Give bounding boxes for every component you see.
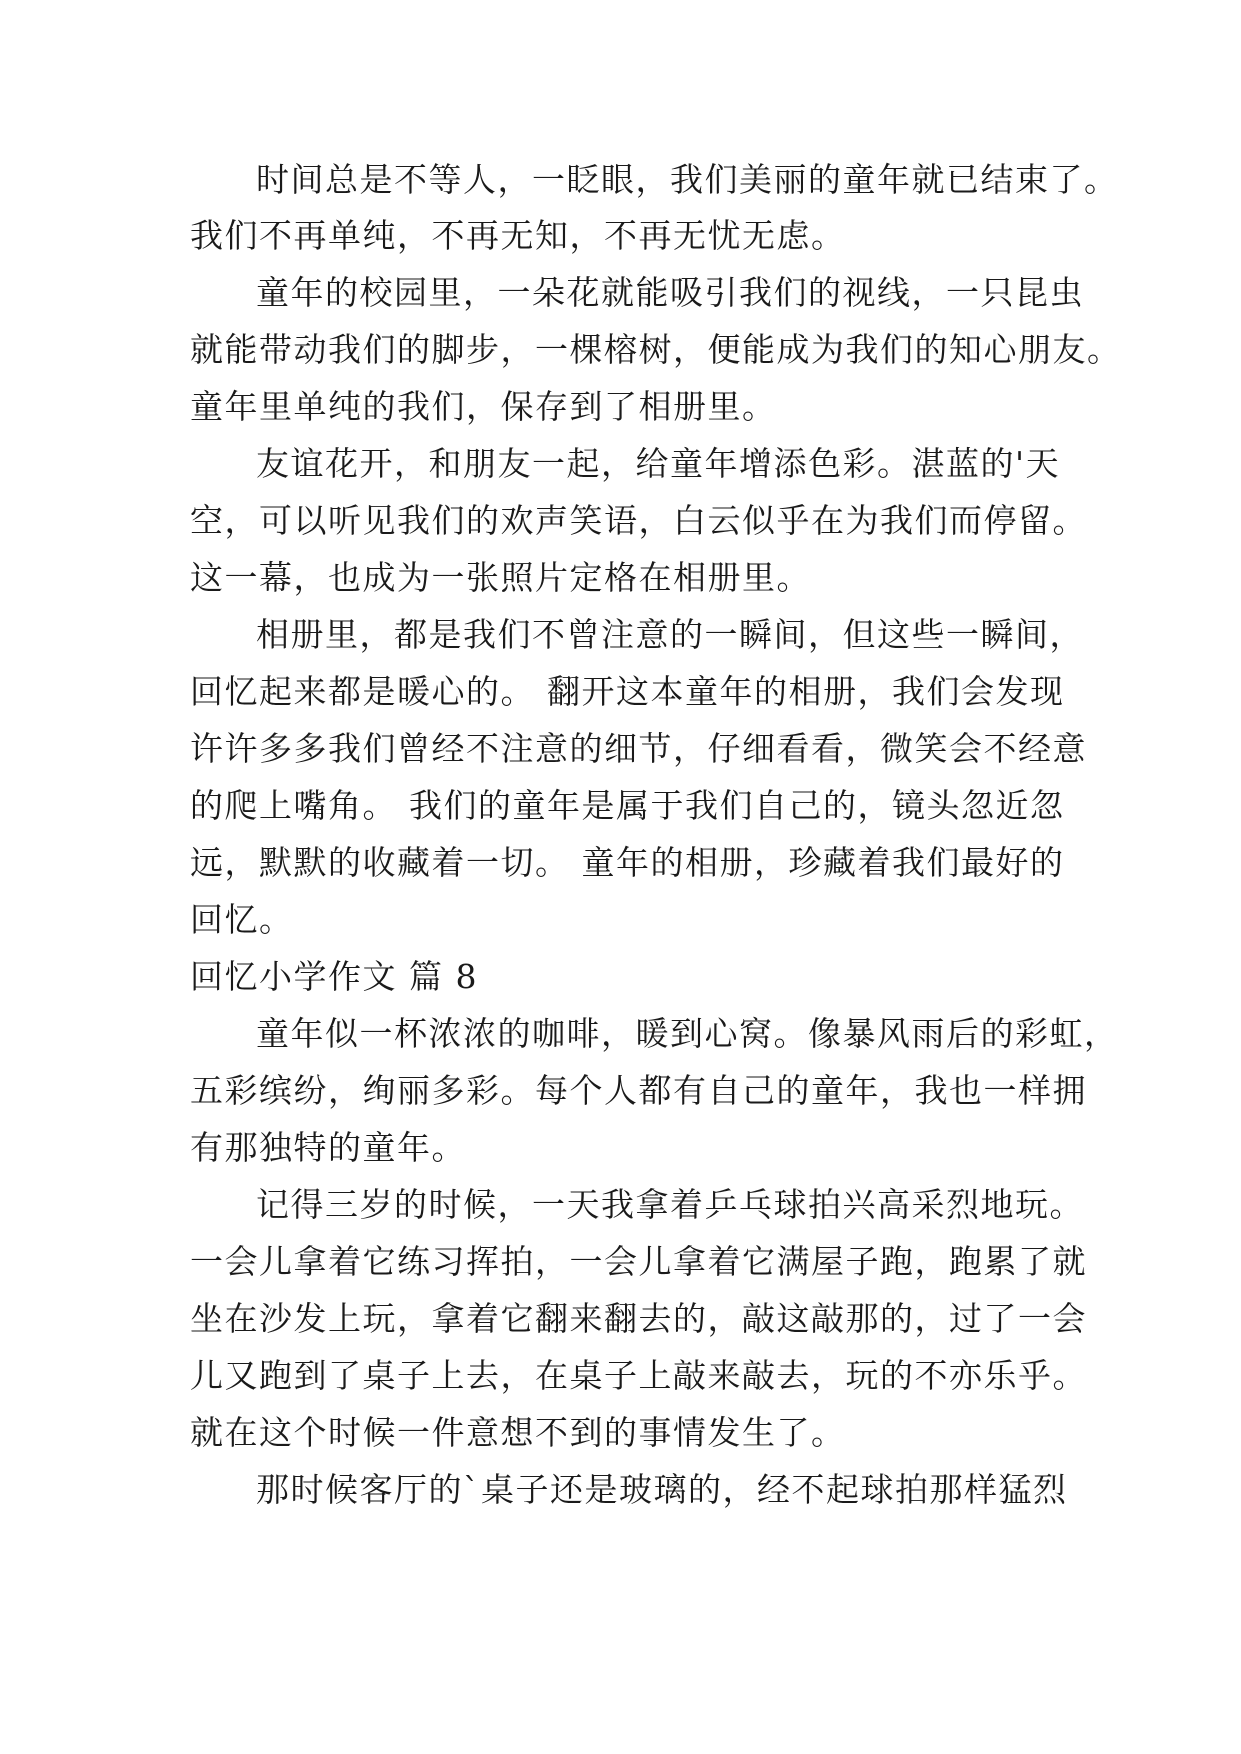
paragraph-line: 友谊花开，和朋友一起，给童年增添色彩。湛蓝的'天 xyxy=(256,444,1061,483)
paragraph-line: 童年的校园里，一朵花就能吸引我们的视线，一只昆虫 xyxy=(256,273,1084,312)
paragraph-line: 远，默默的收藏着一切。 童年的相册，珍藏着我们最好的 xyxy=(190,843,1065,882)
paragraph-line: 我们不再单纯，不再无知，不再无忧无虑。 xyxy=(190,216,846,255)
paragraph-line: 童年似一杯浓浓的咖啡，暖到心窝。像暴风雨后的彩虹， xyxy=(256,1014,1119,1053)
paragraph-line: 童年里单纯的我们，保存到了相册里。 xyxy=(190,387,777,426)
paragraph-line: 一会儿拿着它练习挥拍，一会儿拿着它满屋子跑，跑累了就 xyxy=(190,1242,1087,1281)
paragraph-line: 时间总是不等人，一眨眼，我们美丽的童年就已结束了。 xyxy=(256,160,1119,199)
section-heading: 回忆小学作文 篇 8 xyxy=(190,957,478,996)
paragraph-line: 五彩缤纷，绚丽多彩。每个人都有自己的童年，我也一样拥 xyxy=(190,1071,1087,1110)
paragraph-line: 记得三岁的时候，一天我拿着乒乓球拍兴高采烈地玩。 xyxy=(256,1185,1084,1224)
paragraph-line: 回忆。 xyxy=(190,900,294,939)
paragraph-line: 回忆起来都是暖心的。 翻开这本童年的相册，我们会发现 xyxy=(190,672,1065,711)
paragraph-line: 相册里，都是我们不曾注意的一瞬间，但这些一瞬间， xyxy=(256,615,1084,654)
paragraph-line: 那时候客厅的`桌子还是玻璃的，经不起球拍那样猛烈 xyxy=(256,1470,1068,1509)
paragraph-line: 坐在沙发上玩，拿着它翻来翻去的，敲这敲那的，过了一会 xyxy=(190,1299,1087,1338)
paragraph-line: 就能带动我们的脚步，一棵榕树，便能成为我们的知心朋友。 xyxy=(190,330,1122,369)
paragraph-line: 就在这个时候一件意想不到的事情发生了。 xyxy=(190,1413,846,1452)
paragraph-line: 许许多多我们曾经不注意的细节，仔细看看，微笑会不经意 xyxy=(190,729,1087,768)
paragraph-line: 儿又跑到了桌子上去，在桌子上敲来敲去，玩的不亦乐乎。 xyxy=(190,1356,1087,1395)
paragraph-line: 空，可以听见我们的欢声笑语，白云似乎在为我们而停留。 xyxy=(190,501,1087,540)
paragraph-line: 的爬上嘴角。 我们的童年是属于我们自己的，镜头忽近忽 xyxy=(190,786,1065,825)
paragraph-line: 有那独特的童年。 xyxy=(190,1128,466,1167)
paragraph-line: 这一幕，也成为一张照片定格在相册里。 xyxy=(190,558,811,597)
